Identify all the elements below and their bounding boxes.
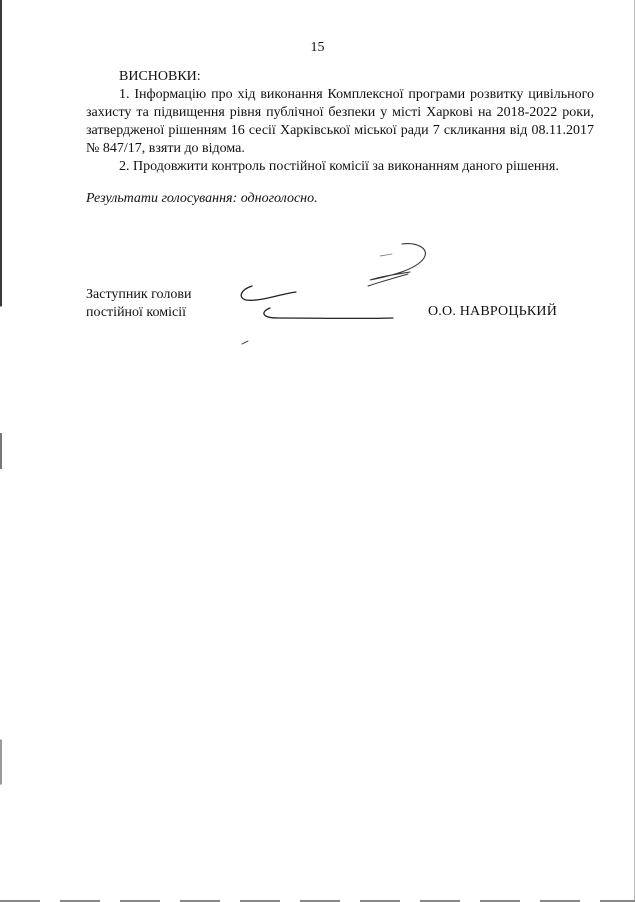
conclusions-heading: ВИСНОВКИ: bbox=[119, 69, 201, 84]
page-number: 15 bbox=[310, 40, 325, 55]
conclusions-section bbox=[86, 68, 594, 176]
conclusion-item-1: 1. Інформацію про хід виконання Комплексної програми розвитку цивільного захисту та підвищення рівня публічної безпеки у місті Харкові на 2018-2022 роки, затвердженої рішенням 16 сесії Харківської міської ради 7 скликання від 08.11.2017 № 847/17, взяти до відома. bbox=[86, 87, 594, 156]
signatory-title-line-2: постійної комісії bbox=[86, 305, 187, 320]
voting-results: Результати голосування: одноголосно. bbox=[86, 191, 318, 206]
signature-icon bbox=[230, 236, 430, 351]
signatory-title-line-1: Заступник голови bbox=[86, 287, 192, 302]
scan-edge-left bbox=[0, 0, 2, 902]
conclusion-item-2: 2. Продовжити контроль постійної комісії за виконанням даного рішення. bbox=[119, 159, 559, 174]
signatory-name: О.О. НАВРОЦЬКИЙ bbox=[428, 304, 558, 319]
signatory-title bbox=[86, 286, 191, 322]
